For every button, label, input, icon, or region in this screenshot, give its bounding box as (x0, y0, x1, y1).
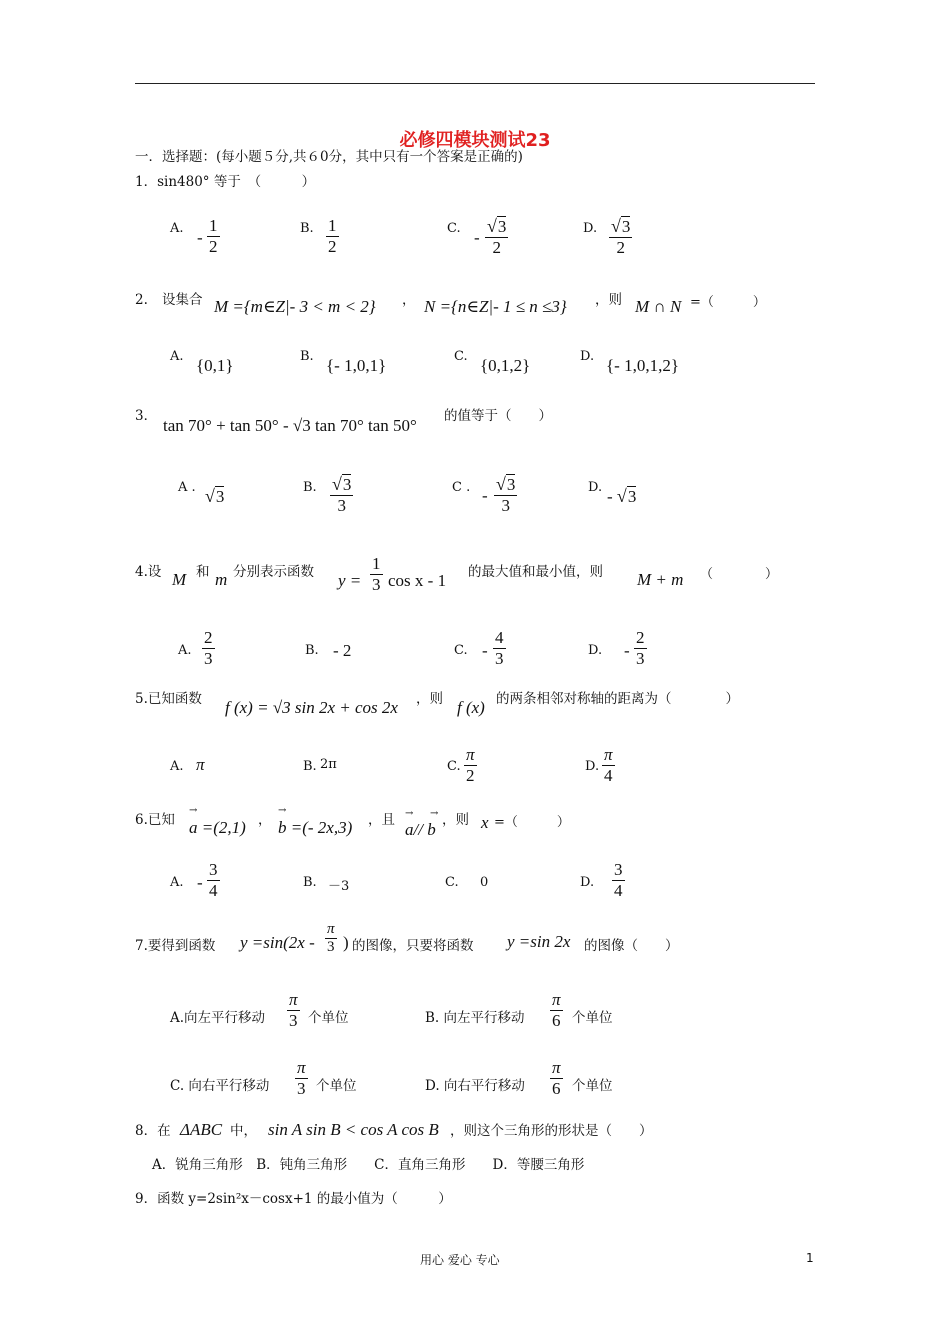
q3-c-neg: - (482, 486, 488, 505)
q6-d-frac: $\frac{3}{4}$ (614, 860, 623, 900)
q2-text1: 设集合 (162, 292, 203, 308)
q8-prefix: 8．在 (135, 1123, 171, 1139)
q5-fx: f (x) (457, 698, 485, 717)
sqrt-icon: √ (205, 486, 215, 506)
q4-a-frac: $\frac{2}{3}$ (204, 628, 213, 668)
q5-function: f (x) = √3 sin 2x + cos 2x (225, 698, 398, 717)
q1-label-c: C. (447, 221, 461, 236)
q1-c-den: 2 (492, 238, 501, 257)
q2-set-m: M ={m∈Z|- 3 < m < 2} (214, 297, 376, 316)
q6-vector-a: a =(2,1) (189, 818, 246, 837)
q1-label-b: B. (300, 221, 314, 236)
q9-stem: 9．函数 y=2sin²x－cosx+1 的最小值为（ ） (135, 1191, 452, 1207)
q2-comma: ， (402, 292, 416, 308)
q4-c-neg: - (482, 641, 488, 660)
q7-text2: 的图像（ ） (584, 938, 679, 954)
q4-d-frac: $\frac{2}{3}$ (636, 628, 645, 668)
q2-label-d: D. (580, 349, 595, 364)
page-number: 1 (806, 1251, 814, 1265)
q7-c-frac: $\frac{\pi}{3}$ (297, 1058, 306, 1098)
q6-label-a: A. (170, 875, 184, 890)
q5-option-b: 2π (320, 757, 337, 772)
q6-a-neg: - (197, 873, 203, 892)
q6-vector-b: b =(- 2x,3) (278, 818, 353, 837)
q4-text1: 分别表示函数 (233, 564, 314, 580)
header-rule (135, 83, 815, 84)
q5-label-d: D. (585, 759, 600, 774)
q2-option-c: {0,1,2} (480, 356, 531, 375)
q1-a-num: 1 (209, 216, 218, 235)
q8-inequality: sin A sin B < cos A cos B (268, 1120, 439, 1139)
q1-c-rad: 3 (497, 217, 507, 236)
q5-label-a: A. (170, 759, 184, 774)
q7-d-unit: 个单位 (572, 1078, 613, 1094)
q3-label-a: A . (178, 480, 196, 495)
q7-func1-b: ) (343, 933, 349, 952)
q1-d-rad: 3 (621, 217, 631, 236)
q2-option-b: {- 1,0,1} (326, 356, 387, 375)
q4-option-b: - 2 (333, 641, 352, 660)
q4-label-b: B. (305, 643, 319, 658)
q7-option-d: D. 向右平行移动 (425, 1078, 525, 1094)
q8-triangle: ΔABC (180, 1120, 223, 1139)
q4-paren: （ ） (700, 567, 779, 582)
q1-c-neg: - (474, 228, 480, 247)
q7-frac: $\frac{\pi}{3}$ (327, 921, 335, 955)
q8-text: ，则这个三角形的形状是（ ） (450, 1123, 653, 1139)
q6-option-b: －3 (328, 879, 350, 894)
q4-prefix: 4.设 (135, 564, 162, 580)
q1-a-neg: - (197, 228, 203, 247)
q4-sum: M + m (637, 570, 684, 589)
q4-cos-part: cos x - 1 (388, 571, 447, 590)
q8-options: A．锐角三角形 B．钝角三角形 C．直角三角形 D．等腰三角形 (152, 1157, 585, 1173)
q6-parallel: a// b (405, 820, 436, 839)
q1-d-frac (609, 216, 632, 258)
q2-intersection: M ∩ N (635, 297, 682, 316)
q6-paren: =（ ） (494, 815, 570, 830)
q1-c-frac (485, 216, 508, 258)
q2-label-a: A. (170, 349, 184, 364)
q7-option-a: A.向左平行移动 (170, 1010, 266, 1026)
q5-text1: ，则 (416, 691, 443, 707)
q7-prefix: 7.要得到函数 (135, 938, 216, 954)
q8-mid: 中， (230, 1123, 257, 1139)
q1-b-num: 1 (328, 216, 337, 235)
q3-option-d: - √3 (607, 486, 637, 506)
q3-c-frac: $\frac{√3}{3}$ (496, 474, 516, 515)
footer-motto: 用心 爱心 专心 (420, 1253, 500, 1267)
q1-a-den: 2 (209, 237, 218, 256)
q4-frac: $\frac{1}{3}$ (372, 554, 381, 594)
q7-a-unit: 个单位 (308, 1010, 349, 1026)
sqrt-icon: √ (496, 474, 506, 494)
q2-number: 2. (135, 292, 148, 308)
q3-label-b: B. (303, 480, 317, 495)
q3-expression: tan 70° + tan 50° - √3 tan 70° tan 50° (163, 416, 417, 435)
q1-label-d: D. (583, 221, 598, 236)
q4-and: 和 (196, 564, 210, 580)
q5-c-frac: $\frac{\pi}{2}$ (466, 745, 475, 785)
q4-var-m: m (215, 570, 228, 589)
q2-text2: ，则 (595, 292, 622, 308)
q7-text1: 的图像，只要将函数 (352, 938, 474, 954)
q7-c-unit: 个单位 (316, 1078, 357, 1094)
q6-a-frac: $\frac{3}{4}$ (209, 860, 218, 900)
vector-arrow-icon: → (189, 805, 198, 816)
sqrt-icon: √ (487, 216, 497, 236)
q5-d-frac: $\frac{\pi}{4}$ (604, 745, 613, 785)
q6-label-c: C. (445, 875, 459, 890)
q4-y-eq: y = (338, 571, 362, 590)
page-title: 必修四模块测试23 (399, 130, 551, 151)
q6-comma: ， (258, 812, 272, 828)
q3-tail: 的值等于（ ） (444, 408, 552, 424)
q7-a-frac: $\frac{\pi}{3}$ (289, 990, 298, 1030)
q4-label-a: A. (178, 643, 192, 658)
q2-option-a: {0,1} (196, 356, 234, 375)
vector-arrow-icon: → (405, 808, 414, 819)
q2-option-d: {- 1,0,1,2} (606, 356, 679, 375)
q6-var-x: x (481, 813, 489, 832)
q2-set-n: N ={n∈Z|- 1 ≤ n ≤3} (424, 297, 567, 316)
q2-label-c: C. (454, 349, 468, 364)
q3-label-c: C . (452, 480, 471, 495)
q3-label-d: D. (588, 480, 603, 495)
q7-func2: y =sin 2x (507, 932, 571, 951)
q1-label-a: A. (170, 221, 184, 236)
q3-number: 3． (135, 408, 158, 424)
vector-arrow-icon: → (278, 805, 287, 816)
sqrt-icon: √ (332, 474, 342, 494)
q7-option-c: C. 向右平行移动 (170, 1078, 270, 1094)
q3-option-a: √3 (205, 486, 225, 506)
q6-label-b: B. (303, 875, 317, 890)
q4-label-d: D. (588, 643, 603, 658)
q1-d-den: 2 (616, 238, 625, 257)
q1-a-frac (207, 216, 220, 257)
q7-func1-a: y =sin(2x - (240, 933, 315, 952)
q5-option-a: π (196, 755, 205, 774)
q2-paren: =（ ） (690, 295, 766, 310)
q5-prefix: 5.已知函数 (135, 691, 202, 707)
vector-arrow-icon: → (430, 808, 439, 819)
q7-d-frac: $\frac{\pi}{6}$ (552, 1058, 561, 1098)
q7-option-b: B. 向左平行移动 (425, 1010, 525, 1026)
q4-var-M: M (172, 570, 187, 589)
q2-label-b: B. (300, 349, 314, 364)
q6-text1: ，且 (368, 812, 395, 828)
q1-stem: 1．sin480° 等于 （ ） (135, 174, 316, 190)
q7-b-unit: 个单位 (572, 1010, 613, 1026)
q1-b-den: 2 (328, 237, 337, 256)
q3-b-frac: $\frac{√3}{3}$ (332, 474, 352, 515)
q6-text2: ，则 (442, 812, 469, 828)
q5-label-c: C. (447, 759, 461, 774)
q6-option-c: 0 (480, 875, 489, 890)
sqrt-icon: √ (616, 486, 627, 506)
q6-label-d: D. (580, 875, 595, 890)
q5-text2: 的两条相邻对称轴的距离为（ ） (496, 691, 739, 707)
q1-b-frac (326, 216, 339, 257)
q4-d-neg: - (624, 641, 630, 660)
sqrt-icon: √ (611, 216, 621, 236)
q4-label-c: C. (454, 643, 468, 658)
q7-b-frac: $\frac{\pi}{6}$ (552, 990, 561, 1030)
q6-prefix: 6.已知 (135, 812, 175, 828)
q4-text2: 的最大值和最小值，则 (468, 564, 603, 580)
q5-label-b: B. (303, 759, 317, 774)
section-heading: 一．选择题：(每小题５分,共６0分，其中只有一个答案是正确的) (135, 149, 523, 165)
q4-c-frac: $\frac{4}{3}$ (495, 628, 504, 668)
